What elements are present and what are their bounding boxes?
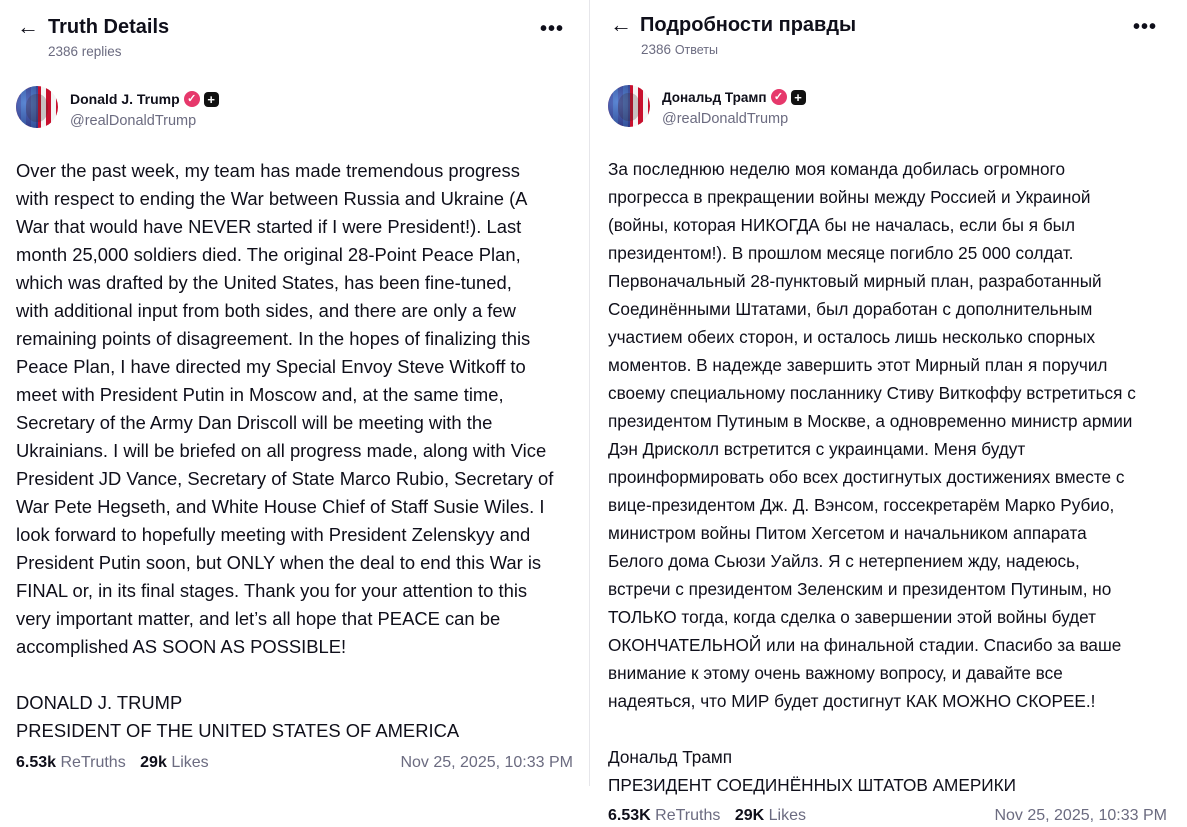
post-body-line: проинформировать обо всех достигнутых достижениях вместе с <box>608 467 1125 487</box>
post-body-line: War Pete Hegseth, and White House Chief of Staff Susie Wiles. I <box>16 496 545 517</box>
post-body-line: участием обеих сторон, и осталось лишь несколько спорных <box>608 327 1096 347</box>
post-body-line: Дэн Дрисколл встретится с украинцами. Меня будут <box>608 439 1026 459</box>
post-body <box>16 157 553 745</box>
post-body-line: своему специальному посланнику Стиву Виткоффу встретиться с <box>608 383 1136 403</box>
likes-count[interactable]: 29K <box>734 807 765 824</box>
post-body-line: ОКОНЧАТЕЛЬНОЙ или на финальной стадии. Спасибо за ваше <box>608 635 1122 655</box>
avatar[interactable] <box>608 85 650 127</box>
post-body-line: PRESIDENT OF THE UNITED STATES OF AMERICA <box>16 720 460 741</box>
verified-badge-icon: ✓ <box>771 89 787 105</box>
replies-count: 2386 replies <box>48 44 122 59</box>
post-body-line: (войны, которая НИКОГДА бы не началась, если бы я был <box>608 215 1076 235</box>
post-body-line: встречи с президентом Зеленским и президентом Путиным, но <box>608 579 1112 599</box>
post-body-line: Дональд Трамп <box>608 747 733 767</box>
timestamp: Nov 25, 2025, 10:33 PM <box>400 754 573 771</box>
author-handle[interactable]: @realDonaldTrump <box>70 113 197 129</box>
avatar[interactable] <box>16 86 58 128</box>
post-body-line: Соединёнными Штатами, был доработан с дополнительным <box>608 299 1093 319</box>
post-body-line: внимание к этому очень важному вопросу, и давайте все <box>608 663 1063 683</box>
post-body-line: За последнюю неделю моя команда добилась огромного <box>608 159 1066 179</box>
post-body-line: very important matter, and let’s all hope that PEACE can be <box>16 608 501 629</box>
retruths-label[interactable]: ReTruths <box>60 754 126 771</box>
post-body-line: президентом Путиным в Москве, а одновременно министр армии <box>608 411 1133 431</box>
post-stats <box>16 754 219 772</box>
back-arrow-icon[interactable]: ← <box>610 12 632 37</box>
post-body-line: Первоначальный 28-пунктовый мирный план, разработанный <box>608 271 1102 291</box>
post-body-line: министром войны Питом Хегсетом и начальником аппарата <box>608 523 1087 543</box>
post-body-line: DONALD J. TRUMP <box>16 692 183 713</box>
post-body-line: вице-президентом Дж. Д. Вэнсом, госсекретарём Марко Рубио, <box>608 495 1115 515</box>
retruths-label[interactable]: ReTruths <box>655 807 721 824</box>
author-handle[interactable]: @realDonaldTrump <box>662 111 789 127</box>
post-body-line: ТОЛЬКО тогда, когда сделка о завершении этой войны будет <box>608 607 1097 627</box>
likes-label[interactable]: Likes <box>171 754 209 771</box>
post-body <box>608 155 1136 799</box>
retruths-count[interactable]: 6.53K <box>608 807 651 824</box>
timestamp: Nov 25, 2025, 10:33 PM <box>994 807 1167 824</box>
post-body-line: Secretary of the Army Dan Driscoll will be meeting with the <box>16 412 493 433</box>
post-body-line: President Putin soon, but ONLY when the deal to end this War is <box>16 552 542 573</box>
plus-badge-icon: + <box>791 90 806 105</box>
likes-count[interactable]: 29k <box>140 754 167 771</box>
author-name-text: Donald J. Trump <box>70 91 180 107</box>
post-body-line: with additional input from both sides, and there are only a few <box>16 300 516 321</box>
post-body-line: надеяться, что МИР будет достигнут КАК МОЖНО СКОРЕЕ.! <box>608 691 1096 711</box>
post-body-line: look forward to hopefully meeting with President Zelenskyy and <box>16 524 531 545</box>
author-name-text: Дональд Трамп <box>662 89 767 105</box>
post-body-line: прогресса в прекращении войны между Россией и Украиной <box>608 187 1091 207</box>
post-body-line: which was drafted by the United States, has been fine-tuned, <box>16 272 512 293</box>
plus-badge-icon: + <box>204 92 219 107</box>
post-body-line: Peace Plan, I have directed my Special Envoy Steve Witkoff to <box>16 356 526 377</box>
page-title: Подробности правды <box>640 14 857 36</box>
post-body-line: month 25,000 soldiers died. The original 28-Point Peace Plan, <box>16 244 521 265</box>
replies-count <box>641 42 718 57</box>
post-body-line: Ukrainians. I will be briefed on all progress made, along with Vice <box>16 440 547 461</box>
truth-details-english <box>0 0 590 827</box>
post-body-line: War that would have NEVER started if I were President!). Last <box>16 216 522 237</box>
replies-number: 2386 <box>641 42 672 57</box>
likes-label[interactable]: Likes <box>768 807 806 824</box>
post-body-line: President JD Vance, Secretary of State Marco Rubio, Secretary of <box>16 468 554 489</box>
post-body-line: remaining points of disagreement. In the hopes of finalizing this <box>16 328 531 349</box>
post-stats <box>608 807 816 825</box>
post-body-line: with respect to ending the War between Russia and Ukraine (A <box>16 188 528 209</box>
post-body-line: meet with President Putin in Moscow and, at the same time, <box>16 384 504 405</box>
retruths-count[interactable]: 6.53k <box>16 754 57 771</box>
post-body-line: президентом!). В прошлом месяце погибло 25 000 солдат. <box>608 243 1074 263</box>
author-name[interactable] <box>70 91 219 107</box>
post-body-line: Белого дома Сьюзи Уайлз. Я с нетерпением жду, надеюсь, <box>608 551 1080 571</box>
post-body-line <box>608 715 1136 743</box>
page-title: Truth Details <box>48 16 170 38</box>
truth-details-russian <box>591 0 1187 827</box>
back-arrow-icon[interactable]: ← <box>17 14 39 39</box>
post-body-line <box>16 661 553 689</box>
more-options-icon[interactable]: ••• <box>540 18 565 40</box>
post-body-line: ПРЕЗИДЕНТ СОЕДИНЁННЫХ ШТАТОВ АМЕРИКИ <box>608 775 1017 795</box>
post-body-line: accomplished AS SOON AS POSSIBLE! <box>16 636 347 657</box>
verified-badge-icon: ✓ <box>184 91 200 107</box>
replies-label: Ответы <box>674 43 719 57</box>
post-body-line: моментов. В надежде завершить этот Мирный план я поручил <box>608 355 1108 375</box>
post-body-line: Over the past week, my team has made tremendous progress <box>16 160 520 181</box>
post-body-line: FINAL or, in its final stages. Thank you for your attention to this <box>16 580 528 601</box>
more-options-icon[interactable]: ••• <box>1133 16 1158 38</box>
author-name[interactable] <box>662 89 806 105</box>
